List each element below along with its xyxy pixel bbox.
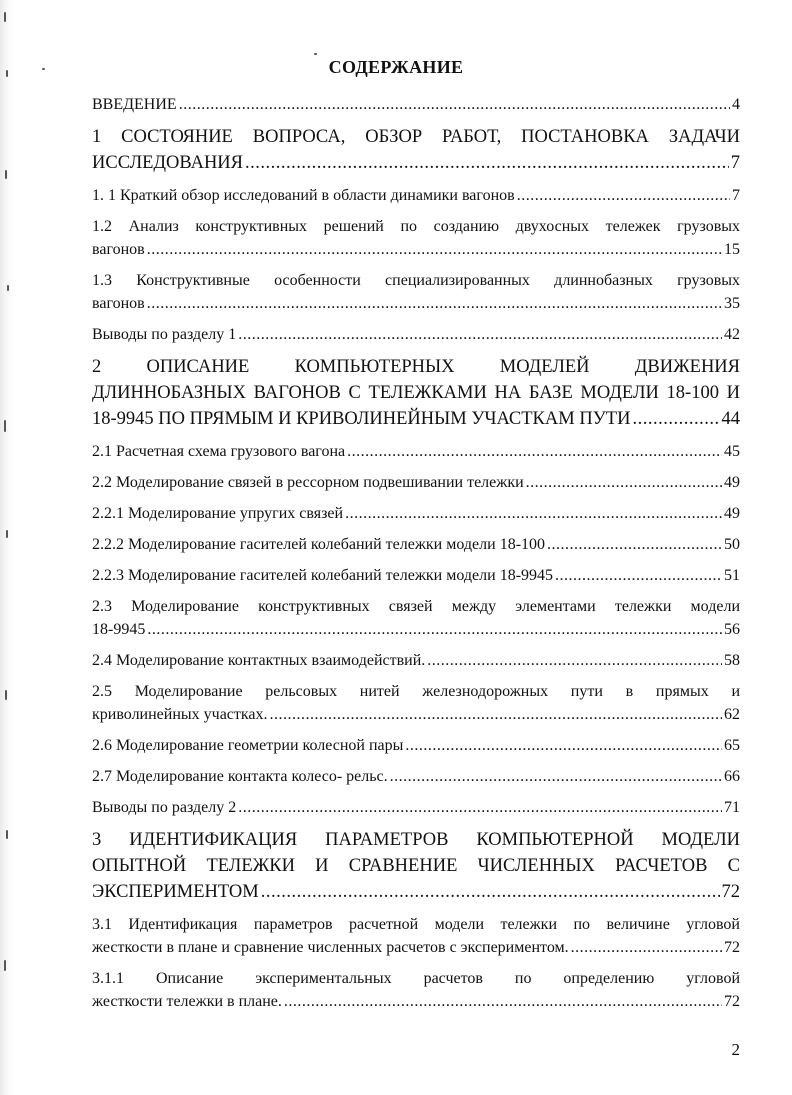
toc-entry-page-number: 7	[732, 187, 740, 204]
dot-leader	[284, 990, 722, 1013]
scan-speck	[314, 53, 317, 55]
toc-entry-text-line: ДЛИННОБАЗНЫХ ВАГОНОВ С ТЕЛЕЖКАМИ НА БАЗЕ МОДЕЛИ 18-100 И	[92, 383, 740, 403]
dot-leader	[345, 502, 722, 525]
toc-entry-text-line: 1 СОСТОЯНИЕ ВОПРОСА, ОБЗОР РАБОТ, ПОСТАНОВКА ЗАДАЧИ	[92, 127, 740, 147]
toc-entry-page-number: 72	[724, 939, 740, 956]
toc-entry-title: вагонов	[92, 295, 145, 312]
toc-entry-last-line	[92, 734, 740, 757]
toc-entry-title: Выводы по разделу 2	[92, 799, 237, 816]
toc-entry-title: 18-9945	[92, 621, 146, 638]
toc-entry-text-line: 3.1.1 Описание экспериментальных расчетов по определению угловой	[92, 970, 740, 987]
toc-entry-title: 2.6 Моделирование геометрии колесной пары	[92, 737, 404, 754]
toc-entry-last-line	[92, 93, 740, 116]
toc-entry-page-number: 66	[724, 768, 740, 785]
toc-entry	[92, 124, 740, 176]
toc-entry	[92, 564, 740, 587]
toc-entry-title: ИССЛЕДОВАНИЯ	[92, 153, 243, 173]
toc-entry-page-number: 49	[724, 505, 740, 522]
dot-leader	[405, 734, 722, 757]
toc-entry-title: 2.1 Расчетная схема грузового вагона	[92, 443, 346, 460]
dot-leader	[147, 292, 722, 315]
toc-entry-page-number: 51	[724, 567, 740, 584]
toc-entry	[92, 323, 740, 346]
toc-entry-title: криволинейных участках.	[92, 706, 268, 723]
table-of-contents	[92, 93, 740, 1021]
dot-leader	[526, 471, 722, 494]
toc-entry-page-number: 56	[724, 621, 740, 638]
toc-entry-text-line: 1.2 Анализ конструктивных решений по созданию двухосных тележек грузовых	[92, 218, 740, 235]
toc-entry	[92, 796, 740, 819]
scan-speck	[4, 420, 6, 432]
scan-speck	[6, 70, 8, 77]
toc-entry-page-number: 50	[724, 536, 740, 553]
toc-entry-last-line	[92, 406, 740, 432]
page-title: СОДЕРЖАНИЕ	[328, 57, 464, 77]
scan-speck	[5, 170, 7, 179]
toc-entry-last-line	[92, 150, 740, 176]
toc-entry-last-line	[92, 765, 740, 788]
toc-entry-last-line	[92, 502, 740, 525]
toc-entry	[92, 734, 740, 757]
toc-entry-last-line	[92, 323, 740, 346]
toc-entry	[92, 93, 740, 116]
toc-entry-page-number: 62	[724, 706, 740, 723]
dot-leader	[261, 879, 720, 905]
toc-entry-text-line: 2 ОПИСАНИЕ КОМПЬЮТЕРНЫХ МОДЕЛЕЙ ДВИЖЕНИЯ	[92, 357, 740, 377]
toc-entry-page-number: 71	[724, 799, 740, 816]
toc-entry-page-number: 72	[721, 882, 740, 902]
dot-leader	[547, 533, 722, 556]
scan-speck	[5, 690, 7, 700]
toc-entry-text-line: 1.3 Конструктивные особенности специализированных длиннобазных грузовых	[92, 272, 740, 289]
dot-leader	[390, 765, 722, 788]
toc-entry-title: 2.2.1 Моделирование упругих связей	[92, 505, 344, 522]
toc-entry-page-number: 42	[724, 326, 740, 343]
dot-leader	[245, 150, 729, 176]
toc-entry	[92, 533, 740, 556]
toc-entry-title: ЭКСПЕРИМЕНТОМ	[92, 882, 259, 902]
toc-entry-text-line: 3 ИДЕНТИФИКАЦИЯ ПАРАМЕТРОВ КОМПЬЮТЕРНОЙ МОДЕЛИ	[92, 830, 740, 850]
toc-entry	[92, 269, 740, 315]
toc-entry-page-number: 4	[732, 96, 740, 113]
scan-speck	[42, 68, 45, 70]
toc-entry-last-line	[92, 936, 740, 959]
toc-entry-last-line	[92, 649, 740, 672]
toc-entry	[92, 827, 740, 905]
dot-leader	[517, 184, 730, 207]
dot-leader	[571, 936, 722, 959]
toc-entry	[92, 649, 740, 672]
toc-entry-last-line	[92, 990, 740, 1013]
toc-entry-page-number: 65	[724, 737, 740, 754]
toc-entry-text-line: 3.1 Идентификация параметров расчетной модели тележки по величине угловой	[92, 916, 740, 933]
toc-entry	[92, 354, 740, 432]
toc-entry-page-number: 35	[724, 295, 740, 312]
dot-leader	[147, 238, 722, 261]
scan-speck	[4, 12, 6, 22]
toc-entry-last-line	[92, 184, 740, 207]
dot-leader	[238, 323, 722, 346]
toc-entry-title: 2.2.3 Моделирование гасителей колебаний тележки модели 18-9945	[92, 567, 554, 584]
toc-entry	[92, 680, 740, 726]
dot-leader	[632, 406, 719, 432]
scan-speck	[7, 285, 9, 291]
toc-entry-title: 1. 1 Краткий обзор исследований в области динамики вагонов	[92, 187, 515, 204]
scan-speck	[6, 530, 8, 538]
toc-entry-text-line: ОПЫТНОЙ ТЕЛЕЖКИ И СРАВНЕНИЕ ЧИСЛЕННЫХ РАСЧЕТОВ С	[92, 856, 740, 876]
toc-entry-title: 2.7 Моделирование контакта колесо- рельс.	[92, 768, 388, 785]
toc-entry-title: 2.2.2 Моделирование гасителей колебаний тележки модели 18-100	[92, 536, 546, 553]
dot-leader	[347, 440, 722, 463]
toc-entry-title: вагонов	[92, 241, 145, 258]
page-number: 2	[731, 1040, 740, 1059]
dot-leader	[147, 618, 722, 641]
toc-entry	[92, 440, 740, 463]
scan-speck	[6, 830, 8, 839]
toc-entry-page-number: 72	[724, 993, 740, 1010]
toc-entry	[92, 502, 740, 525]
toc-entry-last-line	[92, 618, 740, 641]
toc-entry	[92, 913, 740, 959]
toc-entry-last-line	[92, 471, 740, 494]
toc-entry-title: ВВЕДЕНИЕ	[92, 96, 177, 113]
toc-entry-last-line	[92, 292, 740, 315]
toc-entry-text-line: 2.5 Моделирование рельсовых нитей железнодорожных пути в прямых и	[92, 683, 740, 700]
toc-entry	[92, 967, 740, 1013]
dot-leader	[555, 564, 722, 587]
toc-entry-last-line	[92, 238, 740, 261]
dot-leader	[179, 93, 730, 116]
toc-entry-title: 2.4 Моделирование контактных взаимодействий.	[92, 652, 426, 669]
toc-entry-last-line	[92, 879, 740, 905]
dot-leader	[238, 796, 722, 819]
toc-entry-last-line	[92, 533, 740, 556]
toc-entry-last-line	[92, 796, 740, 819]
dot-leader	[270, 703, 722, 726]
toc-entry-page-number: 15	[724, 241, 740, 258]
scan-edge	[0, 0, 14, 1095]
toc-entry	[92, 765, 740, 788]
toc-entry-text-line: 2.3 Моделирование конструктивных связей между элементами тележки модели	[92, 598, 740, 615]
toc-entry-last-line	[92, 564, 740, 587]
toc-entry	[92, 595, 740, 641]
toc-entry-title: 2.2 Моделирование связей в рессорном подвешивании тележки	[92, 474, 524, 491]
toc-entry-title: 18-9945 ПО ПРЯМЫМ И КРИВОЛИНЕЙНЫМ УЧАСТКАМ ПУТИ	[92, 409, 631, 429]
scan-speck	[4, 960, 6, 971]
toc-entry-title: жесткости тележки в плане.	[92, 993, 282, 1010]
toc-entry-title: Выводы по разделу 1	[92, 326, 237, 343]
toc-entry-page-number: 7	[730, 153, 740, 173]
toc-entry	[92, 471, 740, 494]
toc-entry-page-number: 49	[724, 474, 740, 491]
toc-entry-page-number: 58	[724, 652, 740, 669]
toc-entry-last-line	[92, 440, 740, 463]
toc-entry	[92, 184, 740, 207]
toc-entry	[92, 215, 740, 261]
toc-entry-page-number: 44	[721, 409, 740, 429]
dot-leader	[427, 649, 722, 672]
toc-entry-last-line	[92, 703, 740, 726]
toc-entry-page-number: 45	[724, 443, 740, 460]
toc-entry-title: жесткости в плане и сравнение численных расчетов с экспериментом.	[92, 939, 569, 956]
